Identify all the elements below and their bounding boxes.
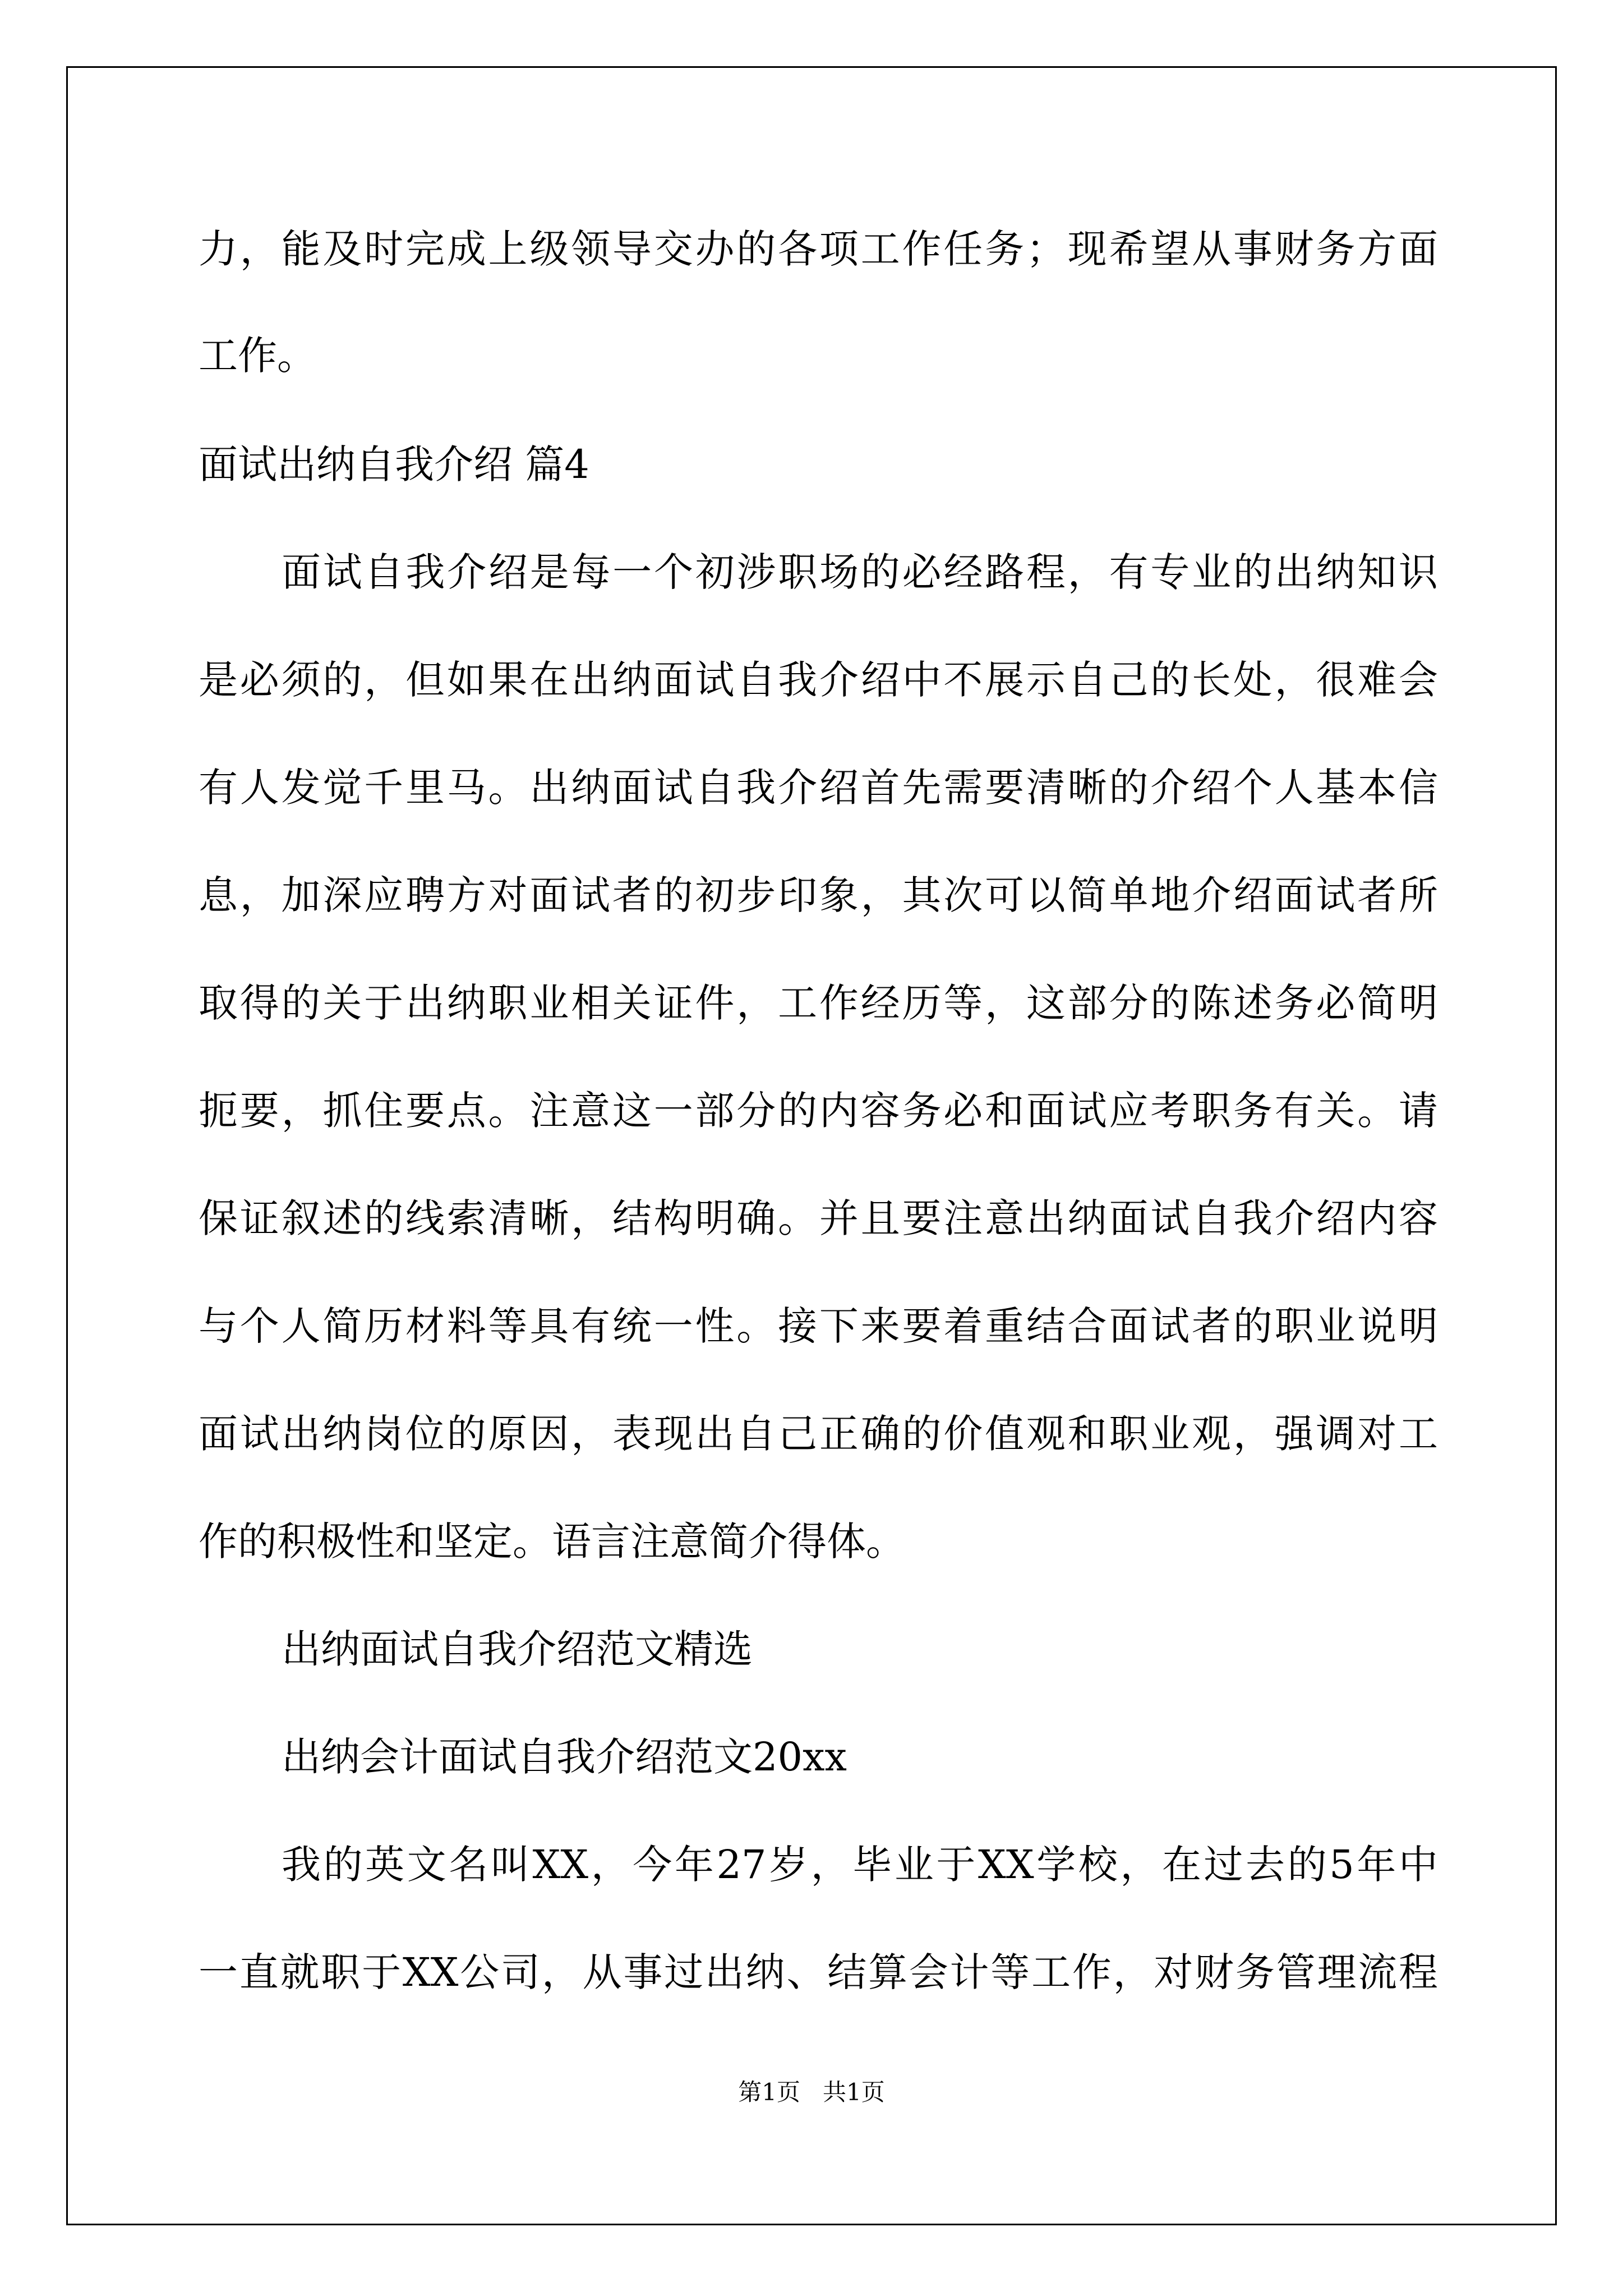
paragraph-line: 扼要，抓住要点。注意这一部分的内容务必和面试应考职务有关。请 xyxy=(199,1088,1438,1134)
paragraph-line: 面试自我介绍是每一个初涉职场的必经路程，有专业的出纳知识 xyxy=(282,549,1438,595)
section-heading: 面试出纳自我介绍 篇4 xyxy=(199,441,589,487)
paragraph-line: 一直就职于XX公司，从事过出纳、结算会计等工作，对财务管理流程 xyxy=(199,1949,1438,1995)
paragraph-line: 工作。 xyxy=(199,333,316,379)
page-footer: 第1页 共1页 xyxy=(738,2078,885,2106)
subheading: 出纳会计面试自我介绍范文20xx xyxy=(282,1734,847,1780)
paragraph-line: 是必须的，但如果在出纳面试自我介绍中不展示自己的长处，很难会 xyxy=(199,657,1438,703)
paragraph-line: 我的英文名叫XX，今年27岁，毕业于XX学校，在过去的5年中 xyxy=(282,1842,1438,1888)
subheading: 出纳面试自我介绍范文精选 xyxy=(282,1626,753,1672)
page-border xyxy=(66,66,1557,2225)
paragraph-line: 面试出纳岗位的原因，表现出自己正确的价值观和职业观，强调对工 xyxy=(199,1411,1438,1457)
paragraph-line: 作的积极性和坚定。语言注意简介得体。 xyxy=(199,1519,905,1565)
paragraph-line: 息，加深应聘方对面试者的初步印象，其次可以简单地介绍面试者所 xyxy=(199,872,1438,918)
paragraph-line: 力，能及时完成上级领导交办的各项工作任务；现希望从事财务方面 xyxy=(199,226,1438,272)
paragraph-line: 保证叙述的线索清晰，结构明确。并且要注意出纳面试自我介绍内容 xyxy=(199,1195,1438,1241)
paragraph-line: 取得的关于出纳职业相关证件，工作经历等，这部分的陈述务必简明 xyxy=(199,980,1438,1026)
paragraph-line: 与个人简历材料等具有统一性。接下来要着重结合面试者的职业说明 xyxy=(199,1303,1438,1349)
paragraph-line: 有人发觉千里马。出纳面试自我介绍首先需要清晰的介绍个人基本信 xyxy=(199,765,1438,811)
